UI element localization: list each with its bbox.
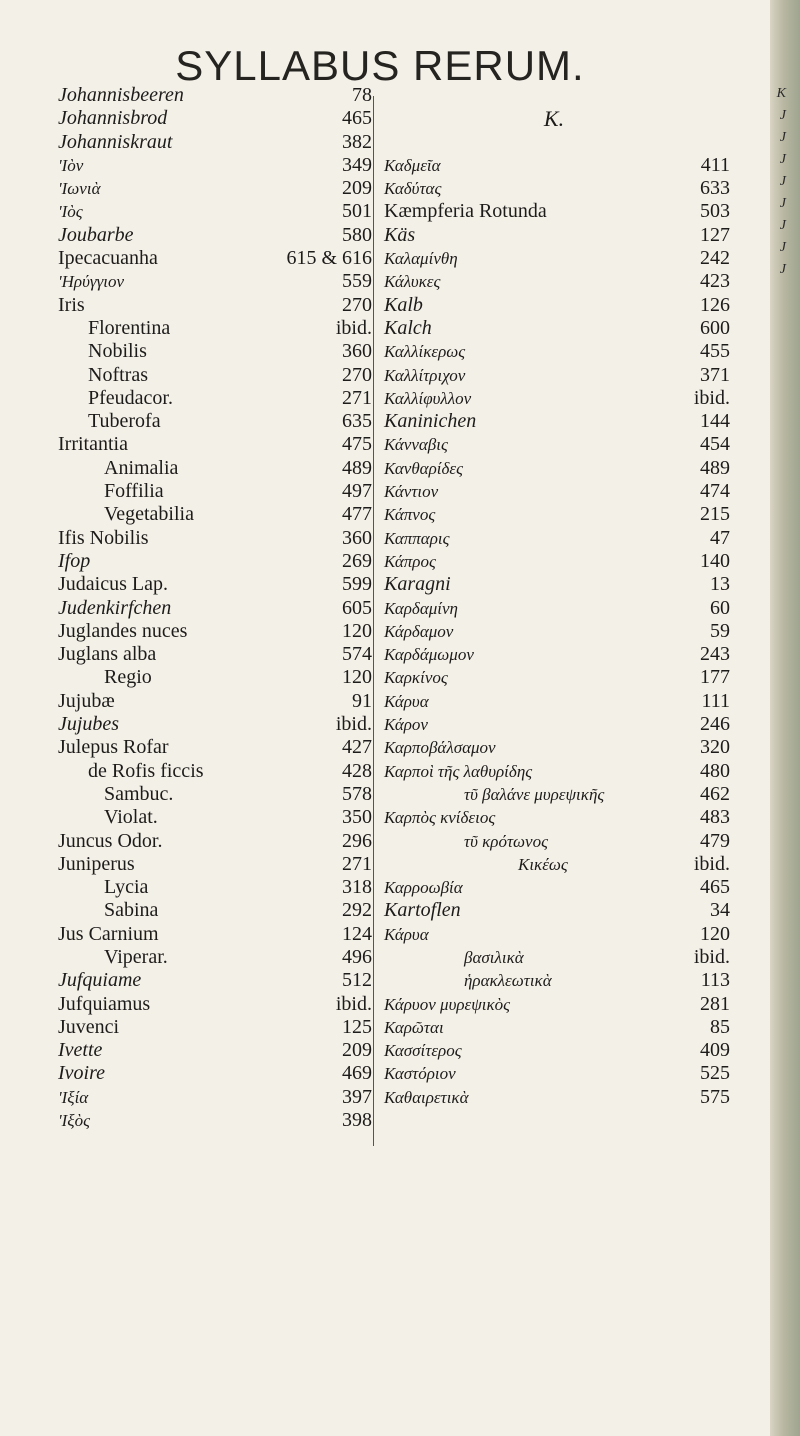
index-page-number: 423: [700, 270, 730, 293]
edge-letter: J: [779, 108, 786, 123]
index-term: Kæmpferia Rotunda: [384, 200, 547, 223]
index-term: Καλλίτριχον: [384, 365, 466, 385]
facing-page-edge: [770, 0, 800, 1436]
edge-letter: J: [779, 262, 786, 277]
index-term: Julepus Rofar: [58, 736, 169, 759]
index-term: Lycia: [104, 876, 149, 899]
index-term: 'Ηρύγγιον: [58, 272, 125, 292]
index-term: Κάρυα: [384, 691, 429, 711]
index-page-number: 477: [342, 503, 372, 526]
index-entry: [378, 270, 730, 293]
index-term: de Rofis ficcis: [88, 759, 204, 782]
index-entry: [58, 340, 372, 363]
index-entry: [58, 503, 372, 526]
index-term: Καρποὶ τῆς λαθυρίδης: [384, 761, 533, 781]
index-entry: [378, 1109, 730, 1132]
index-entry: [378, 783, 730, 806]
index-page-number: 599: [342, 573, 372, 596]
index-term: Vegetabilia: [104, 503, 194, 526]
index-page-number: 635: [342, 410, 372, 433]
index-page-number: 428: [342, 759, 372, 782]
index-term: Juglans alba: [58, 643, 157, 666]
index-entry: [378, 643, 730, 666]
index-term: Κάπρος: [384, 551, 436, 571]
index-page-number: 512: [342, 969, 372, 992]
index-term: Juvenci: [58, 1015, 120, 1038]
index-term: Juglandes nuces: [58, 619, 188, 642]
index-entry: [378, 760, 730, 783]
index-entry: [58, 620, 372, 643]
index-entry: [378, 923, 730, 946]
section-letter: [378, 107, 730, 130]
index-entry: [378, 690, 730, 713]
index-page-number: 559: [342, 270, 372, 293]
index-entry: [378, 154, 730, 177]
index-entry: [378, 177, 730, 200]
index-entry: [58, 433, 372, 456]
index-term: Tuberofa: [88, 410, 161, 433]
index-page-number: 113: [700, 969, 730, 992]
index-entry: [378, 1086, 730, 1109]
edge-letter: K: [776, 86, 786, 101]
index-page-number: 605: [342, 596, 372, 619]
index-entry: [58, 107, 372, 130]
index-entry: [58, 131, 372, 154]
index-entry: [58, 923, 372, 946]
index-entry: [58, 550, 372, 573]
index-page-number: 465: [700, 876, 730, 899]
index-entry: [378, 340, 730, 363]
index-entry: [378, 993, 730, 1016]
index-entry: [58, 1016, 372, 1039]
index-page-number: 270: [342, 293, 372, 316]
index-entry: [378, 853, 730, 876]
index-entry: [378, 969, 730, 992]
index-entry: [58, 270, 372, 293]
index-page-number: 120: [342, 619, 372, 642]
index-entry: [378, 899, 730, 922]
index-page-number: 78: [352, 84, 372, 106]
index-term: Florentina: [88, 316, 171, 339]
index-term: Kartoflen: [384, 899, 461, 922]
index-page-number: 483: [700, 806, 730, 829]
index-page-number: 580: [342, 223, 372, 246]
index-page-number: 525: [700, 1062, 730, 1085]
index-page-number: 126: [700, 293, 730, 316]
index-term: Καρκίνος: [384, 668, 448, 688]
index-entry: [58, 969, 372, 992]
index-page-number: 91: [352, 689, 372, 712]
index-entry: [58, 899, 372, 922]
index-page-number: 140: [700, 549, 730, 572]
index-entry: [58, 84, 372, 107]
index-entry: [58, 480, 372, 503]
right-column: [378, 84, 730, 1132]
index-entry: [58, 946, 372, 969]
index-term: Kalb: [384, 293, 423, 316]
index-term: Kaninichen: [384, 410, 477, 433]
index-term: Ipecacuanha: [58, 247, 158, 270]
index-page-number: 600: [700, 316, 730, 339]
index-term: Κάντιον: [384, 482, 439, 502]
index-term: Καλλίφυλλον: [384, 388, 472, 408]
index-term: Judenkirfchen: [58, 596, 172, 619]
index-page-number: ibid.: [335, 992, 372, 1015]
index-entry: [58, 387, 372, 410]
index-entry: [58, 736, 372, 759]
index-entry: [58, 527, 372, 550]
index-entry: [58, 713, 372, 736]
index-entry: [58, 200, 372, 223]
index-page-number: 127: [700, 223, 730, 246]
index-page-number: 489: [342, 456, 372, 479]
index-entry: [58, 154, 372, 177]
index-entry: [58, 690, 372, 713]
index-term: Ivette: [58, 1039, 103, 1062]
index-term: 'Ιωνιὰ: [58, 179, 101, 199]
index-term: Καρποβάλσαμον: [384, 738, 496, 758]
index-entry: [58, 806, 372, 829]
index-term: Καστόριον: [384, 1064, 456, 1084]
index-term: Ifis Nobilis: [58, 526, 149, 549]
index-term: Foffilia: [104, 480, 164, 503]
index-page-number: 120: [700, 922, 730, 945]
index-term: Κάρυον μυρεψικὸς: [384, 994, 511, 1014]
index-page-number: 270: [342, 363, 372, 386]
index-page-number: 320: [700, 736, 730, 759]
index-entry: [378, 1039, 730, 1062]
index-entry: [58, 317, 372, 340]
index-term: Irritantia: [58, 433, 128, 456]
index-term: Juncus Odor.: [58, 829, 163, 852]
index-term: Κάρδαμον: [384, 621, 454, 641]
index-entry: [378, 433, 730, 456]
index-entry: [378, 876, 730, 899]
index-page-number: 124: [342, 922, 372, 945]
index-entry: [378, 131, 730, 154]
index-entry: [58, 573, 372, 596]
index-term: Jufquiame: [58, 969, 142, 992]
index-entry: [58, 1109, 372, 1132]
index-term: 'Ιξία: [58, 1087, 89, 1107]
index-entry: [378, 550, 730, 573]
edge-letter: J: [779, 130, 786, 145]
index-page-number: 398: [342, 1109, 372, 1132]
edge-letter: J: [779, 152, 786, 167]
index-entry: [58, 364, 372, 387]
index-entry: [378, 527, 730, 550]
index-entry: [58, 783, 372, 806]
index-term: Sabina: [104, 899, 159, 922]
index-term: Καδμεῖα: [384, 155, 441, 175]
index-term: Animalia: [104, 456, 179, 479]
index-term: Karagni: [384, 573, 451, 596]
index-page-number: 465: [342, 107, 372, 130]
index-page-number: 360: [342, 340, 372, 363]
index-term: 'Ιξὸς: [58, 1111, 90, 1131]
index-term: Sambuc.: [104, 782, 174, 805]
index-page-number: 47: [710, 526, 730, 549]
index-term: Käs: [384, 223, 416, 246]
index-entry: [58, 457, 372, 480]
index-entry: [378, 410, 730, 433]
index-entry: [58, 1039, 372, 1062]
index-term: Noftras: [88, 363, 148, 386]
index-term: Καρῶται: [384, 1017, 444, 1037]
index-page-number: 382: [342, 130, 372, 153]
index-term: Joubarbe: [58, 223, 134, 246]
edge-letter: J: [779, 218, 786, 233]
index-term: Nobilis: [88, 340, 147, 363]
index-entry: [378, 666, 730, 689]
index-page-number: 497: [342, 480, 372, 503]
index-page-number: 144: [700, 410, 730, 433]
index-term: Κανθαρίδες: [384, 458, 463, 478]
index-page-number: 281: [700, 992, 730, 1015]
index-term: τῦ κρότωνος: [464, 831, 548, 851]
index-entry: [378, 597, 730, 620]
index-term: K.: [543, 106, 565, 132]
index-page-number: ibid.: [693, 945, 730, 968]
index-term: Καλαμίνθη: [384, 249, 458, 269]
index-term: Καρδάμωμον: [384, 645, 474, 665]
index-page-number: 271: [342, 852, 372, 875]
index-page-number: 349: [342, 153, 372, 176]
index-term: Κάπνος: [384, 505, 436, 525]
index-page-number: 462: [700, 782, 730, 805]
index-entry: [378, 713, 730, 736]
index-page-number: 633: [700, 177, 730, 200]
index-page-number: 85: [710, 1015, 730, 1038]
index-entry: [378, 946, 730, 969]
index-page-number: 427: [342, 736, 372, 759]
index-page-number: 469: [342, 1062, 372, 1085]
index-term: Κάρυα: [384, 924, 429, 944]
index-term: Κικέως: [518, 854, 568, 874]
index-page-number: 350: [342, 806, 372, 829]
index-term: Καρπὸς κνίδειος: [384, 808, 496, 828]
index-term: 'Ιὸν: [58, 155, 84, 175]
index-page-number: 409: [700, 1039, 730, 1062]
index-entry: [58, 410, 372, 433]
index-term: Κάρον: [384, 715, 428, 735]
index-entry: [378, 200, 730, 223]
index-term: Violat.: [104, 806, 158, 829]
index-page-number: 496: [342, 945, 372, 968]
index-page-number: 475: [342, 433, 372, 456]
index-term: Juniperus: [58, 852, 135, 875]
index-page-number: 242: [700, 247, 730, 270]
index-term: Pfeudacor.: [88, 386, 173, 409]
index-entry: [378, 480, 730, 503]
index-entry: [378, 387, 730, 410]
page-title: SYLLABUS RERUM.: [175, 42, 585, 89]
index-entry: [58, 1086, 372, 1109]
index-entry: [378, 1062, 730, 1085]
index-term: Καδύτας: [384, 179, 442, 199]
index-page-number: 397: [342, 1085, 372, 1108]
index-page-number: 243: [700, 643, 730, 666]
index-term: Johannisbrod: [58, 107, 168, 130]
index-entry: [58, 177, 372, 200]
index-term: Καππαρις: [384, 528, 450, 548]
index-entry: [378, 294, 730, 317]
index-page-number: ibid.: [335, 316, 372, 339]
index-page-number: 503: [700, 200, 730, 223]
index-entry: [58, 666, 372, 689]
index-entry: [378, 830, 730, 853]
index-page-number: 615 & 616: [286, 247, 372, 270]
index-term: Καλλίκερως: [384, 342, 466, 362]
index-entry: [378, 224, 730, 247]
index-term: Κάνναβις: [384, 435, 448, 455]
index-entry: [378, 503, 730, 526]
index-page-number: 59: [710, 619, 730, 642]
index-page-number: 120: [342, 666, 372, 689]
index-term: 'Ιὸς: [58, 202, 83, 222]
index-term: βασιλικὰ: [464, 947, 524, 967]
index-term: Johannisbeeren: [58, 84, 184, 106]
edge-letter: J: [779, 174, 786, 189]
index-term: Ifop: [58, 549, 91, 572]
index-entry: [58, 1062, 372, 1085]
index-entry: [378, 573, 730, 596]
index-term: Kalch: [384, 316, 432, 339]
index-term: Jujubæ: [58, 689, 115, 712]
index-page-number: 292: [342, 899, 372, 922]
column-divider: [373, 96, 374, 1146]
index-term: Jus Carnium: [58, 922, 159, 945]
index-page-number: ibid.: [693, 852, 730, 875]
index-term: Ivoire: [58, 1062, 106, 1085]
index-term: Johanniskraut: [58, 130, 173, 153]
index-page-number: 209: [342, 1039, 372, 1062]
index-term: Regio: [104, 666, 152, 689]
index-entry: [58, 760, 372, 783]
index-entry: [378, 317, 730, 340]
index-page-number: 574: [342, 643, 372, 666]
edge-letter: J: [779, 240, 786, 255]
index-entry: [378, 1016, 730, 1039]
index-page-number: 177: [700, 666, 730, 689]
index-entry: [378, 364, 730, 387]
index-entry: [58, 247, 372, 270]
left-column: [58, 84, 372, 1132]
index-page-number: 60: [710, 596, 730, 619]
index-term: Jufquiamus: [58, 992, 151, 1015]
index-page-number: ibid.: [693, 386, 730, 409]
index-entry: [58, 876, 372, 899]
index-page-number: 215: [700, 503, 730, 526]
index-term: Κάλυκες: [384, 272, 441, 292]
index-page-number: 13: [710, 573, 730, 596]
index-entry: [378, 620, 730, 643]
index-page-number: 360: [342, 526, 372, 549]
index-term: Viperar.: [104, 945, 168, 968]
index-page-number: ibid.: [335, 713, 372, 736]
index-page-number: 246: [700, 713, 730, 736]
index-page-number: 111: [701, 689, 730, 712]
index-term: Jujubes: [58, 713, 120, 736]
index-page-number: 296: [342, 829, 372, 852]
index-page-number: 489: [700, 456, 730, 479]
index-entry: [378, 806, 730, 829]
index-term: Judaicus Lap.: [58, 573, 168, 596]
index-page-number: 318: [342, 876, 372, 899]
index-term: Καθαιρετικὰ: [384, 1087, 469, 1107]
index-page-number: 34: [710, 899, 730, 922]
index-term: ἡρακλεωτικὰ: [464, 971, 552, 991]
index-term: Καρδαμίνη: [384, 598, 458, 618]
index-term: Κασσίτερος: [384, 1041, 462, 1061]
index-entry: [58, 853, 372, 876]
index-entry: [378, 736, 730, 759]
index-term: τῦ βαλάνε μυρεψικῆς: [464, 784, 605, 804]
index-page-number: 578: [342, 782, 372, 805]
index-page-number: 269: [342, 549, 372, 572]
index-page-number: 125: [342, 1015, 372, 1038]
index-page-number: 454: [700, 433, 730, 456]
index-entry: [58, 993, 372, 1016]
index-page-number: 479: [700, 829, 730, 852]
index-page-number: 371: [700, 363, 730, 386]
index-term: Καρροωβία: [384, 878, 463, 898]
edge-letter: J: [779, 196, 786, 211]
index-entry: [58, 643, 372, 666]
index-entry: [58, 294, 372, 317]
index-page-number: 271: [342, 386, 372, 409]
index-page-number: 411: [700, 153, 730, 176]
index-page-number: 455: [700, 340, 730, 363]
index-term: Iris: [58, 293, 85, 316]
index-entry: [58, 224, 372, 247]
index-entry: [378, 84, 730, 107]
index-page-number: 209: [342, 177, 372, 200]
index-page-number: 575: [700, 1085, 730, 1108]
index-entry: [58, 830, 372, 853]
index-entry: [378, 247, 730, 270]
index-entry: [58, 597, 372, 620]
index-page-number: 501: [342, 200, 372, 223]
index-entry: [378, 457, 730, 480]
index-page-number: 474: [700, 480, 730, 503]
index-page-number: 480: [700, 759, 730, 782]
